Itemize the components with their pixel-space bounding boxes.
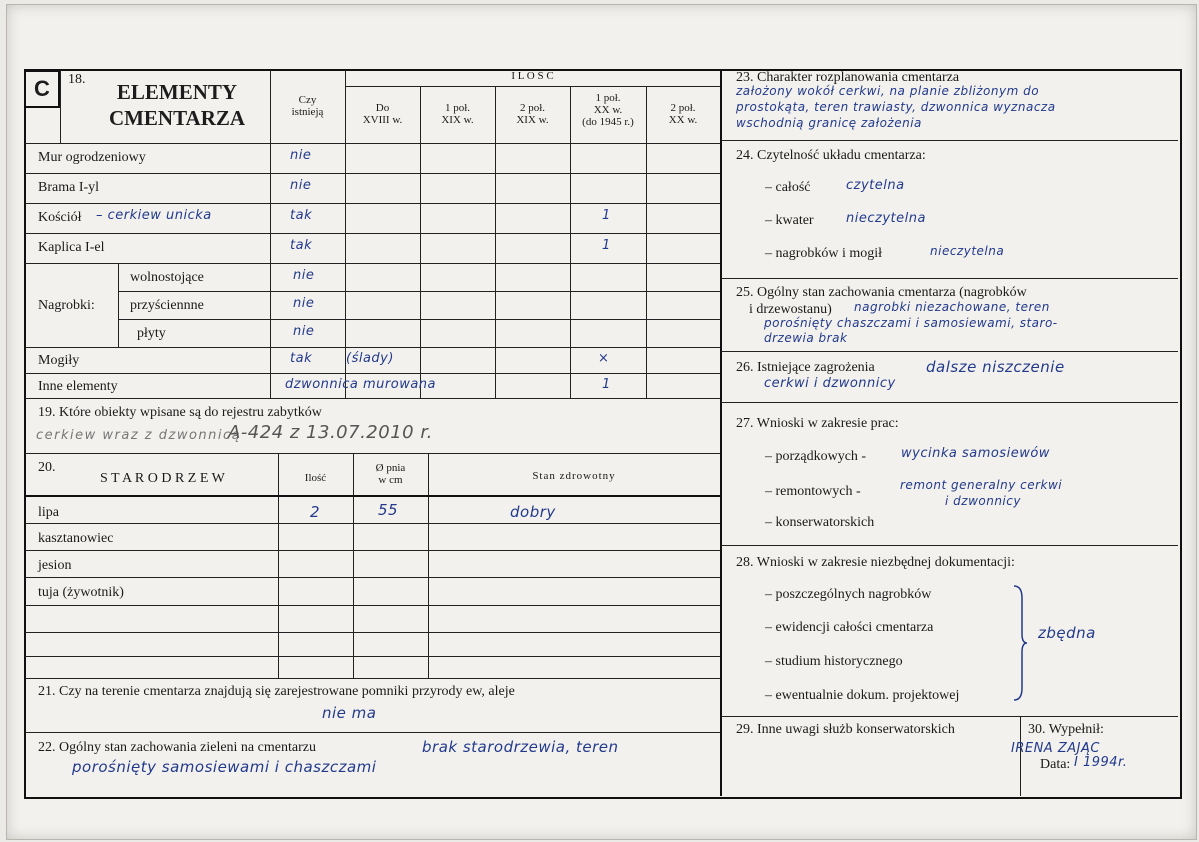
col-h-text: (do 1945 r.) bbox=[582, 116, 634, 128]
s27-item: – remontowych - bbox=[765, 484, 861, 499]
s22-answer: porośnięty samosiewami i chaszczami bbox=[72, 758, 377, 776]
s20-number: 20. bbox=[38, 460, 56, 475]
col-h-text: 1 poł. bbox=[444, 102, 471, 114]
row-label: Inne elementy bbox=[38, 379, 118, 394]
s30-date: I 1994r. bbox=[1074, 755, 1128, 770]
row-label: płyty bbox=[137, 326, 166, 341]
s24-item: – nagrobków i mogił bbox=[765, 246, 883, 261]
s23-question: 23. Charakter rozplanowania cmentarza bbox=[736, 70, 960, 85]
section-number: 18. bbox=[68, 72, 86, 87]
grid-line bbox=[25, 605, 720, 606]
grid-line bbox=[570, 86, 571, 398]
grid-line bbox=[1020, 716, 1021, 796]
col-h-text: 2 poł. bbox=[519, 102, 546, 114]
grid-line bbox=[25, 732, 720, 733]
s24-item: – kwater bbox=[765, 213, 814, 228]
s27-value: i dzwonnicy bbox=[945, 494, 1021, 508]
grid-line bbox=[25, 233, 720, 234]
s24-value: nieczytelna bbox=[930, 244, 1005, 258]
row-label: Brama I-yl bbox=[38, 180, 100, 195]
grid-line bbox=[25, 203, 720, 204]
brace-icon bbox=[1012, 584, 1028, 702]
tree-name: lipa bbox=[38, 505, 59, 520]
tree-diameter: 55 bbox=[378, 501, 399, 519]
col-h-text: XVIII w. bbox=[362, 114, 403, 126]
s25-question: 25. Ogólny stan zachowania cmentarza (nagrobków bbox=[736, 285, 1027, 300]
row-label: wolnostojące bbox=[130, 270, 204, 285]
row-label: Kaplica I-el bbox=[38, 240, 105, 255]
s28-answer: zbędna bbox=[1038, 624, 1096, 642]
col-header bbox=[646, 102, 720, 126]
s20-title: S T A R O D R Z E W bbox=[100, 471, 225, 486]
col-h-text: XX w. bbox=[668, 114, 698, 126]
grid-line bbox=[270, 70, 271, 398]
grid-line bbox=[25, 577, 720, 578]
s25-question: i drzewostanu) bbox=[749, 302, 832, 317]
row-label: Mur ogrodzeniowy bbox=[38, 150, 146, 165]
middle-divider bbox=[720, 69, 722, 796]
grid-line bbox=[721, 351, 1178, 352]
s20-col-fi bbox=[353, 462, 428, 486]
s25-answer: drzewia brak bbox=[764, 331, 848, 345]
s25-answer: nagrobki niezachowane, teren bbox=[854, 300, 1050, 314]
col-h-text: 2 poł. bbox=[670, 102, 696, 114]
row-exists: nie bbox=[293, 324, 315, 339]
row-label: przyściennne bbox=[130, 298, 204, 313]
grid-line bbox=[25, 550, 720, 551]
grid-line bbox=[721, 716, 1178, 717]
grid-line bbox=[646, 86, 647, 398]
s23-answer: założony wokół cerkwi, na planie zbliżonym do bbox=[736, 84, 1040, 98]
col-exists-header bbox=[270, 94, 345, 118]
s20-col-fi-2: w cm bbox=[378, 474, 403, 486]
s26-question: 26. Istniejące zagrożenia bbox=[736, 360, 875, 375]
grid-line bbox=[495, 86, 496, 398]
s27-value: remont generalny cerkwi bbox=[900, 478, 1063, 492]
s28-item: – ewentualnie dokum. projektowej bbox=[765, 688, 960, 703]
s27-value: wycinka samosiewów bbox=[901, 446, 1050, 461]
grid-line bbox=[118, 291, 720, 292]
card-letter: C bbox=[24, 70, 60, 108]
row-count: 1 bbox=[602, 208, 611, 223]
s29-question: 29. Inne uwagi służb konserwatorskich bbox=[736, 722, 955, 737]
s24-item: – całość bbox=[765, 180, 811, 195]
s24-value: czytelna bbox=[846, 178, 905, 193]
s27-item: – porządkowych - bbox=[765, 449, 867, 464]
col-header bbox=[345, 102, 420, 126]
row-count: 1 bbox=[602, 238, 611, 253]
s20-col-fi-1: Ø pnia bbox=[375, 462, 406, 474]
grid-line bbox=[25, 523, 720, 524]
row-exists: tak bbox=[290, 238, 313, 253]
s21-answer: nie ma bbox=[322, 704, 377, 722]
grid-line bbox=[345, 70, 346, 398]
row-count: × bbox=[598, 351, 610, 366]
grid-line bbox=[25, 373, 720, 374]
row-exists: tak bbox=[290, 351, 313, 366]
s26-answer: cerkwi i dzwonnicy bbox=[764, 376, 896, 391]
tree-name: tuja (żywotnik) bbox=[38, 585, 124, 600]
row-exists: nie bbox=[293, 296, 315, 311]
col-h-text: XX w. bbox=[593, 104, 623, 116]
s20-col-ilosc: Ilość bbox=[304, 472, 327, 484]
grid-line bbox=[721, 545, 1178, 546]
s30-name: IRENA ZAJĄC bbox=[1011, 741, 1100, 756]
row-exists: dzwonnica murowana bbox=[285, 377, 437, 392]
col-exists-1: Czy bbox=[298, 94, 317, 106]
s30-question: 30. Wypełnił: bbox=[1028, 722, 1104, 737]
s26-answer: dalsze niszczenie bbox=[926, 358, 1065, 376]
grid-line bbox=[345, 86, 720, 87]
s28-question: 28. Wnioski w zakresie niezbędnej dokumentacji: bbox=[736, 555, 1015, 570]
grid-line bbox=[25, 173, 720, 174]
s21-question: 21. Czy na terenie cmentarza znajdują się zarejestrowane pomniki przyrody ew, aleje bbox=[38, 684, 515, 699]
s24-question: 24. Czytelność układu cmentarza: bbox=[736, 148, 926, 163]
col-h-text: XIX w. bbox=[516, 114, 549, 126]
s25-answer: porośnięty chaszczami i samosiewami, staro- bbox=[764, 316, 1058, 330]
grid-line bbox=[353, 453, 354, 678]
grid-line bbox=[25, 263, 720, 264]
s23-answer: prostokąta, teren trawiasty, dzwonnica wyznacza bbox=[736, 100, 1056, 114]
row-label: Mogiły bbox=[38, 353, 80, 368]
tree-name: jesion bbox=[38, 558, 72, 573]
col-h-text: Do bbox=[375, 102, 390, 114]
row-count: 1 bbox=[602, 377, 611, 392]
grid-line bbox=[25, 656, 720, 657]
s27-item: – konserwatorskich bbox=[765, 515, 875, 530]
s30-date-label: Data: bbox=[1040, 757, 1071, 772]
s19-answer: A-424 z 13.07.2010 r. bbox=[228, 422, 433, 443]
s22-answer: brak starodrzewia, teren bbox=[422, 738, 619, 756]
tree-count: 2 bbox=[310, 503, 321, 521]
grid-line bbox=[60, 70, 61, 143]
col-h-text: XIX w. bbox=[441, 114, 474, 126]
section-title: CMENTARZA bbox=[108, 106, 246, 130]
nagrobki-label: Nagrobki: bbox=[38, 298, 95, 313]
tree-health: dobry bbox=[510, 503, 556, 521]
row-exists: nie bbox=[293, 268, 315, 283]
s20-col-stan: Stan zdrowotny bbox=[532, 470, 616, 482]
row-exists: nie bbox=[290, 178, 312, 193]
grid-line bbox=[118, 263, 119, 347]
grid-line bbox=[25, 347, 720, 348]
grid-line bbox=[25, 398, 720, 399]
grid-line bbox=[278, 453, 279, 678]
grid-line bbox=[420, 86, 421, 398]
s28-item: – ewidencji całości cmentarza bbox=[765, 620, 934, 635]
grid-line bbox=[428, 453, 429, 678]
s19-question: 19. Które obiekty wpisane są do rejestru zabytków bbox=[38, 405, 322, 420]
grid-line bbox=[25, 678, 720, 679]
tree-name: kasztanowiec bbox=[38, 531, 114, 546]
ilosc-header: I L O Ś C bbox=[511, 70, 554, 82]
grid-line bbox=[721, 278, 1178, 279]
section-title: ELEMENTY bbox=[116, 80, 238, 104]
col-header bbox=[420, 102, 495, 126]
s28-item: – poszczególnych nagrobków bbox=[765, 587, 932, 602]
grid-line bbox=[25, 143, 720, 144]
row-count: (ślady) bbox=[346, 351, 394, 366]
grid-line bbox=[25, 453, 720, 454]
col-exists-2: istnieją bbox=[291, 106, 324, 118]
row-label-handwritten: – cerkiew unicka bbox=[96, 208, 212, 223]
grid-line bbox=[25, 632, 720, 633]
grid-line bbox=[721, 140, 1178, 141]
col-header bbox=[570, 92, 646, 128]
row-exists: tak bbox=[290, 208, 313, 223]
s24-value: nieczytelna bbox=[846, 211, 926, 226]
col-h-text: 1 poł. bbox=[595, 92, 621, 104]
col-header bbox=[495, 102, 570, 126]
s28-item: – studium historycznego bbox=[765, 654, 903, 669]
s19-answer-stamp: cerkiew wraz z dzwonnicą bbox=[36, 428, 242, 443]
grid-line bbox=[118, 319, 720, 320]
s22-question: 22. Ogólny stan zachowania zieleni na cmentarzu bbox=[38, 740, 316, 755]
grid-line bbox=[25, 495, 720, 497]
s23-answer: wschodnią granicę założenia bbox=[736, 116, 922, 130]
row-label: Kościół bbox=[38, 210, 82, 225]
s27-question: 27. Wnioski w zakresie prac: bbox=[736, 416, 899, 431]
grid-line bbox=[721, 402, 1178, 403]
row-exists: nie bbox=[290, 148, 312, 163]
